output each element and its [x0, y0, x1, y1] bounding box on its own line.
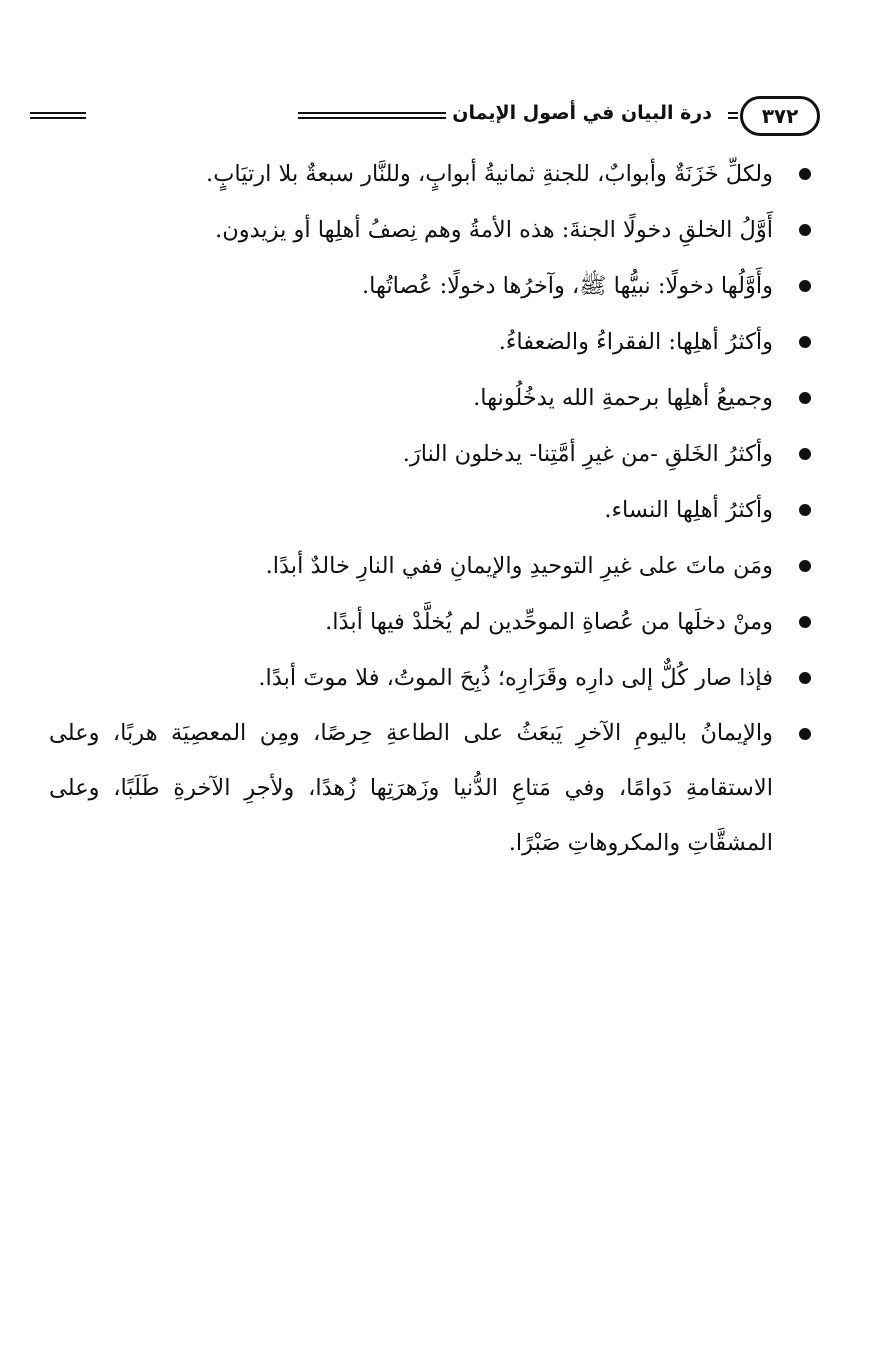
book-title: درة البيان في أصول الإيمان [446, 102, 718, 124]
bullet-icon [799, 448, 811, 460]
bullet-icon [799, 392, 811, 404]
list-item [49, 426, 817, 482]
list-item [49, 482, 817, 538]
bullet-icon [799, 672, 811, 684]
list-item [49, 202, 817, 258]
list-item-text: وأكثرُ أهلِها: الفقراءُ والضعفاءُ. [498, 329, 773, 355]
page-number: ٣٧٢ [740, 96, 820, 136]
list-item-text: وأكثرُ الخَلقِ -من غيرِ أمَّتِنا- يدخلون النارَ. [402, 441, 773, 467]
list-item-text: فإذا صار كُلٌّ إلى دارِه وقَرَارِه؛ ذُبِحَ الموتُ، فلا موتَ أبدًا. [258, 665, 773, 691]
list-item [49, 538, 817, 594]
bullet-icon [799, 224, 811, 236]
bullet-icon [799, 728, 811, 740]
list-item [49, 258, 817, 314]
list-item-text: وجميعُ أهلِها برحمةِ الله يدخُلُونها. [473, 385, 773, 411]
bullet-icon [799, 560, 811, 572]
bullet-icon [799, 616, 811, 628]
bullet-icon [799, 168, 811, 180]
list-item [49, 650, 817, 706]
bullet-icon [799, 336, 811, 348]
list-item-text: ومَن ماتَ على غيرِ التوحيدِ والإيمانِ ففي النارِ خالدٌ أبدًا. [265, 553, 773, 579]
list-item [49, 146, 817, 202]
bullet-list [49, 146, 817, 871]
list-item [49, 706, 817, 871]
list-item-text: أَوَّلُ الخلقِ دخولًا الجنةَ: هذه الأمةُ وهم نِصفُ أهلِها أو يزيدون. [215, 217, 773, 243]
list-item-text: وأكثرُ أهلِها النساء. [604, 497, 773, 523]
list-item [49, 594, 817, 650]
list-item-text: ولكلِّ خَزَنَةٌ وأبوابٌ، للجنةِ ثمانيةُ أبوابٍ، وللنَّار سبعةٌ بلا ارتيَابٍ. [206, 161, 773, 187]
list-item-text: وأَوَّلُها دخولًا: نبيُّها ﷺ، وآخرُها دخولًا: عُصاتُها. [361, 273, 773, 299]
bullet-icon [799, 504, 811, 516]
list-item [49, 314, 817, 370]
list-item [49, 370, 817, 426]
header-rule-middle [298, 112, 458, 119]
header-rule-right [728, 112, 738, 119]
list-item-text: والإيمانُ باليومِ الآخرِ يَبعَثُ على الطاعةِ حِرصًا، ومِن المعصِيَة هربًا، وعلى الاستقامةِ دَوامًا، وفي مَتاعِ الدُّنيا وزَهرَتِها زُهدًا، ولأجرِ الآخرةِ طَلَبًا، وعلى المشقَّاتِ والمكروهاتِ صَبْرًا. [49, 720, 773, 856]
page-header [30, 96, 820, 140]
list-item-text: ومنْ دخلَها من عُصاةِ الموحِّدين لم يُخلَّدْ فيها أبدًا. [325, 609, 773, 635]
header-rule-left [30, 112, 86, 119]
bullet-icon [799, 280, 811, 292]
